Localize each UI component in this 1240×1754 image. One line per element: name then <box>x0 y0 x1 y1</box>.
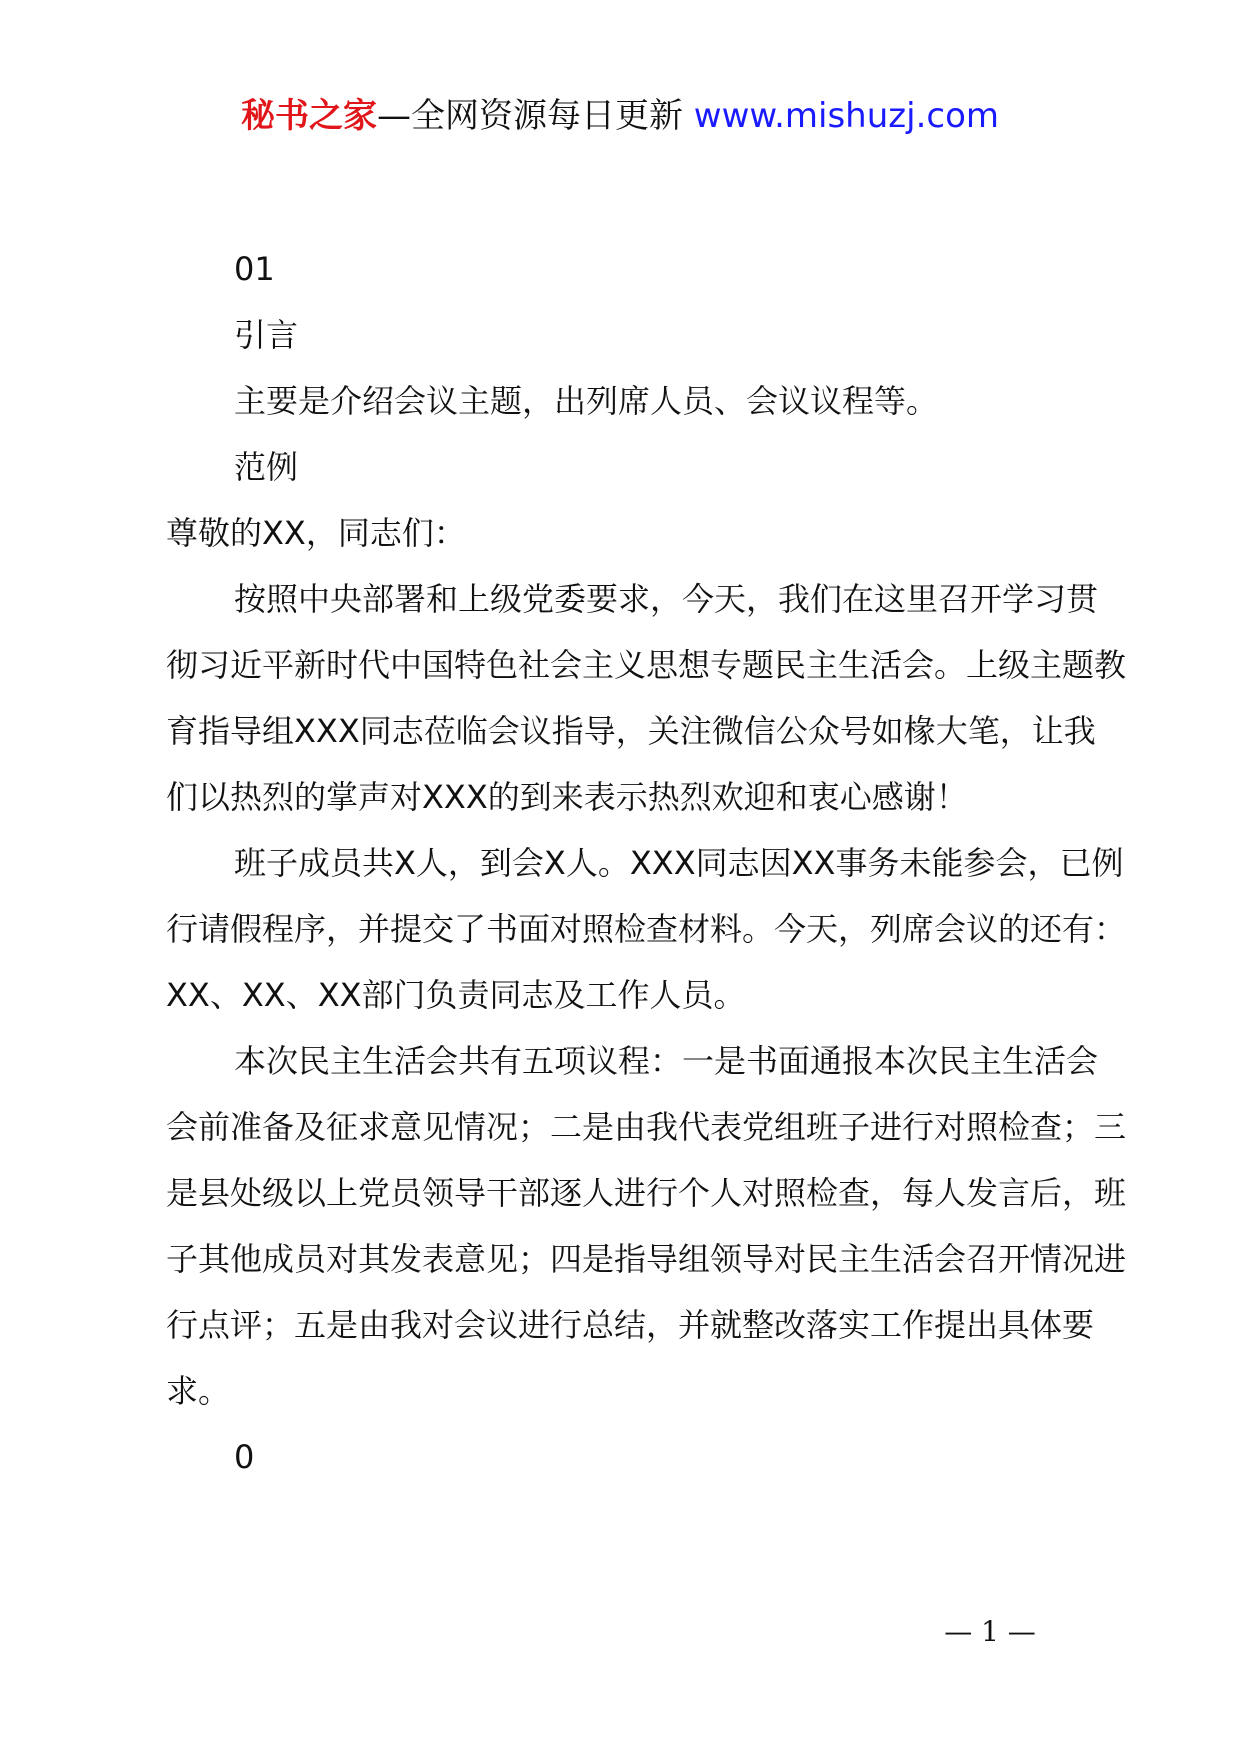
section-title: 引言 <box>234 316 299 354</box>
salutation: 尊敬的XX，同志们： <box>166 514 466 552</box>
section-number: 01 <box>234 250 275 288</box>
trailing-number: 0 <box>234 1438 255 1476</box>
page-header <box>0 92 1240 140</box>
site-brand: 秘书之家 <box>240 96 377 136</box>
intro-line: 主要是介绍会议主题，出列席人员、会议议程等。 <box>234 382 939 420</box>
site-tagline: —全网资源每日更新 <box>376 96 694 136</box>
page-number: — 1 — <box>944 1615 1036 1648</box>
paragraph-opening: 按照中央部署和上级党委要求，今天，我们在这里召开学习贯彻习近平新时代中国特色社会主义思想专题民主生活会。上级主题教育指导组XXX同志莅临会议指导，关注微信公众号如椽大笔，让我们以热烈的掌声对XXX的到来表示热烈欢迎和衷心感谢！ <box>166 580 1127 816</box>
paragraph-attendance: 班子成员共X人，到会X人。XXX同志因XX事务未能参会，已例行请假程序，并提交了书面对照检查材料。今天，列席会议的还有：XX、XX、XX部门负责同志及工作人员。 <box>166 844 1127 1014</box>
document-body <box>166 236 1126 1490</box>
paragraph-agenda: 本次民主生活会共有五项议程：一是书面通报本次民主生活会会前准备及征求意见情况；二是由我代表党组班子进行对照检查；三是县处级以上党员领导干部逐人进行个人对照检查，每人发言后，班子其他成员对其发表意见；四是指导组领导对民主生活会召开情况进行点评；五是由我对会议进行总结，并就整改落实工作提出具体要求。 <box>166 1042 1127 1410</box>
site-url-link[interactable]: www.mishuzj.com <box>693 96 999 136</box>
example-label: 范例 <box>234 448 299 486</box>
